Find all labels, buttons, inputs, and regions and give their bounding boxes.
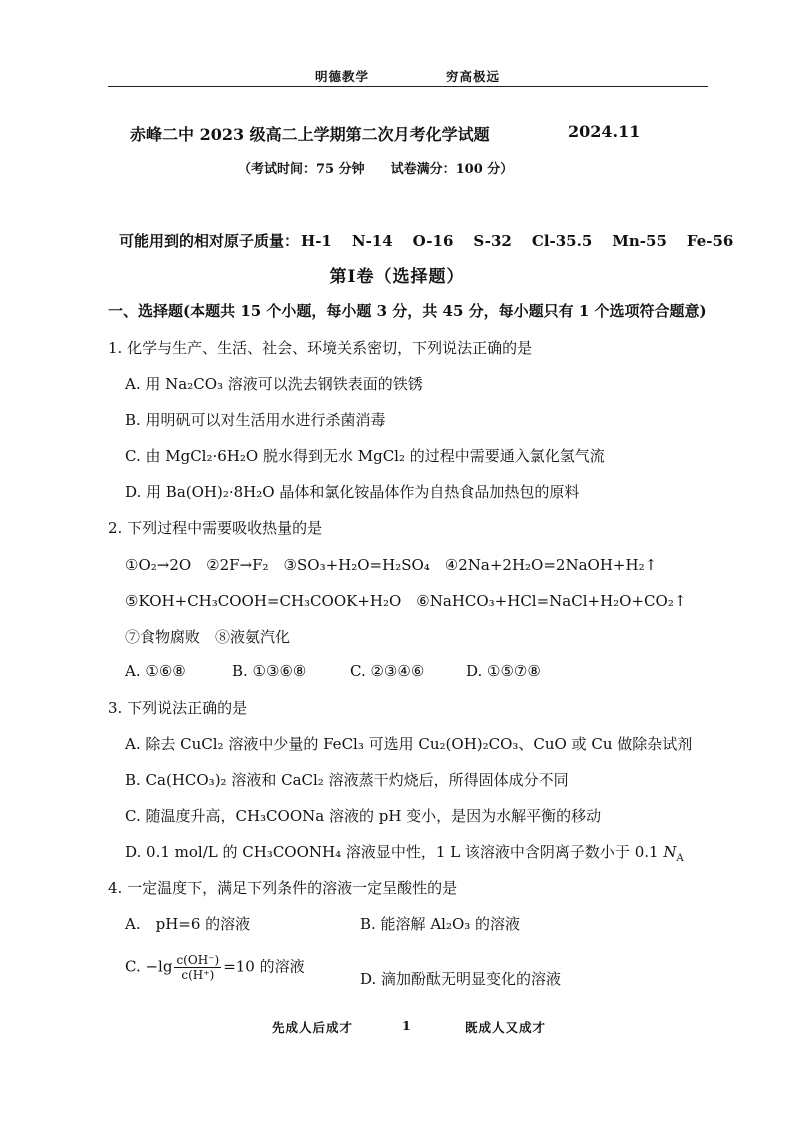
- question-1-option-a: A. 用 Na₂CO₃ 溶液可以洗去钢铁表面的铁锈: [125, 375, 423, 393]
- mass-item: O-16: [412, 232, 454, 250]
- question-1-option-d: D. 用 Ba(OH)₂·8H₂O 晶体和氯化铵晶体作为自热食品加热包的原料: [125, 483, 580, 501]
- mass-item: N-14: [351, 232, 393, 250]
- footer-right: 既成人又成才: [465, 1020, 547, 1035]
- avogadro-subscript: A: [676, 853, 684, 864]
- page-number: 1: [402, 1018, 412, 1033]
- section-title: 一、选择题(本题共 15 个小题，每小题 3 分，共 45 分，每小题只有 1 个选项符合题意): [108, 302, 707, 320]
- question-4-option-c: [125, 953, 305, 982]
- mass-item: H-1: [301, 232, 332, 250]
- exam-date: 2024.11: [568, 122, 641, 141]
- question-2-option-d: D. ①⑤⑦⑧: [466, 662, 541, 680]
- header-left: 明德教学: [315, 69, 370, 84]
- footer-left: 先成人后成才: [272, 1020, 354, 1035]
- question-2-option-a: A. ①⑥⑧: [125, 662, 186, 680]
- question-2-process-line-1: ①O₂→2O ②2F→F₂ ③SO₃+H₂O=H₂SO₄ ④2Na+2H₂O=2NaOH+H₂↑: [125, 556, 658, 574]
- header-divider: [108, 86, 708, 87]
- question-1-option-b: B. 用明矾可以对生活用水进行杀菌消毒: [125, 411, 386, 429]
- question-4-option-a: A. pH=6 的溶液: [125, 915, 251, 933]
- question-3-stem: 3. 下列说法正确的是: [108, 699, 248, 717]
- avogadro-symbol: N: [663, 843, 677, 861]
- ratio-numerator: c(OH⁻): [176, 953, 220, 967]
- question-2-option-b: B. ①③⑥⑧: [232, 662, 307, 680]
- question-2-process-line-2: ⑤KOH+CH₃COOH=CH₃COOK+H₂O ⑥NaHCO₃+HCl=NaCl+H₂O+CO₂↑: [125, 592, 687, 610]
- mass-item: Mn-55: [612, 232, 667, 250]
- exam-subtitle: （考试时间：75 分钟 试卷满分：100 分）: [238, 162, 514, 177]
- atomic-masses-label: 可能用到的相对原子质量：: [119, 232, 300, 250]
- question-2-process-line-3: ⑦食物腐败 ⑧液氨汽化: [125, 628, 291, 646]
- option-c-suffix: =10 的溶液: [223, 957, 305, 976]
- mass-item: S-32: [473, 232, 512, 250]
- atomic-masses: [119, 230, 733, 251]
- concentration-ratio: [174, 953, 221, 982]
- question-2-option-c: C. ②③④⑥: [350, 662, 425, 680]
- mass-item: Fe-56: [686, 232, 734, 250]
- question-4-option-d: D. 滴加酚酞无明显变化的溶液: [360, 970, 562, 988]
- question-1-option-c: C. 由 MgCl₂·6H₂O 脱水得到无水 MgCl₂ 的过程中需要通入氯化氢气流: [125, 447, 605, 465]
- question-4-stem: 4. 一定温度下，满足下列条件的溶液一定呈酸性的是: [108, 879, 458, 897]
- question-3-option-b: B. Ca(HCO₃)₂ 溶液和 CaCl₂ 溶液蒸干灼烧后，所得固体成分不同: [125, 771, 569, 789]
- option-c-prefix: C. −lg: [125, 957, 173, 976]
- ratio-denominator: c(H⁺): [181, 968, 215, 982]
- question-3-option-d: [125, 841, 684, 864]
- header-right: 穷高极远: [446, 69, 501, 84]
- exam-title: 赤峰二中 2023 级高二上学期第二次月考化学试题: [130, 125, 490, 144]
- question-4-option-b: B. 能溶解 Al₂O₃ 的溶液: [360, 915, 521, 933]
- question-1-stem: 1. 化学与生产、生活、社会、环境关系密切，下列说法正确的是: [108, 339, 533, 357]
- mass-item: Cl-35.5: [531, 232, 593, 250]
- volume-title: 第Ⅰ卷（选择题）: [329, 267, 465, 287]
- question-2-stem: 2. 下列过程中需要吸收热量的是: [108, 519, 323, 537]
- question-3-option-d-text: D. 0.1 mol/L 的 CH₃COONH₄ 溶液显中性，1 L 该溶液中含阴离子数小于 0.1: [125, 843, 664, 861]
- question-3-option-a: A. 除去 CuCl₂ 溶液中少量的 FeCl₃ 可选用 Cu₂(OH)₂CO₃、CuO 或 Cu 做除杂试剂: [125, 735, 693, 753]
- question-3-option-c: C. 随温度升高，CH₃COONa 溶液的 pH 变小，是因为水解平衡的移动: [125, 807, 602, 825]
